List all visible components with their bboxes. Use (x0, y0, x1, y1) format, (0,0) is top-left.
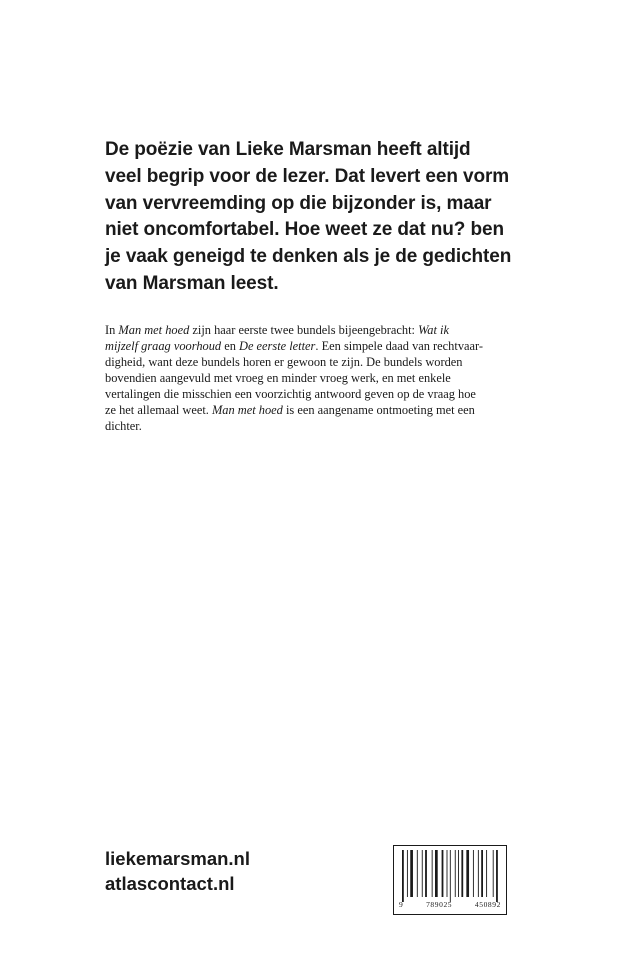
blurb-line: van vervreemding op die bijzonder is, maar (105, 192, 492, 214)
back-cover-blurb (105, 137, 595, 298)
description-text: en (221, 339, 239, 353)
isbn-prefix: 9 (399, 900, 404, 909)
bundle-title: Wat ik (418, 323, 449, 337)
bundle-title: mijzelf graag voorhoud (105, 339, 222, 353)
description-text: . Een simpele daad van rechtvaar- (315, 339, 484, 353)
description-line: bovendien aangevuld met vroeg en minder vroeg werk, en met enkele (105, 371, 451, 385)
description-line: vertalingen die misschien een voorzichtig antwoord geven op de vraag hoe (105, 387, 476, 401)
barcode-bars-icon (402, 850, 498, 902)
description-line: digheid, want deze bundels horen er gewoon te zijn. De bundels worden (105, 355, 463, 369)
bundle-title: De eerste letter (239, 339, 316, 353)
description-text: ze het allemaal weet. (105, 403, 212, 417)
description-line (105, 322, 525, 338)
book-title: Man met hoed (118, 323, 190, 337)
blurb-line: veel begrip voor de lezer. Dat levert een vorm (105, 165, 510, 187)
blurb-line: De poëzie van Lieke Marsman heeft altijd (105, 139, 471, 160)
isbn-number (399, 900, 501, 909)
book-title: Man met hoed (211, 403, 283, 417)
publisher-website-link[interactable]: atlascontact.nl (105, 873, 235, 894)
blurb-line: niet oncomfortabel. Hoe weet ze dat nu? ben (105, 219, 504, 241)
description-line: dichter. (105, 419, 142, 433)
description-line (105, 338, 525, 354)
book-description (105, 322, 525, 434)
blurb-line: van Marsman leest. (105, 272, 279, 294)
website-links (105, 846, 250, 896)
isbn-group-1: 789025 (426, 900, 453, 909)
description-text: In (105, 323, 119, 337)
description-line (105, 402, 525, 418)
description-text: is een aangename ontmoeting met een (282, 403, 475, 417)
isbn-group-2: 450892 (474, 900, 501, 909)
description-text: zijn haar eerste twee bundels bijeengebracht: (189, 323, 419, 337)
blurb-line: je vaak geneigd te denken als je de gedichten (105, 246, 512, 268)
author-website-link[interactable]: liekemarsman.nl (105, 848, 250, 869)
